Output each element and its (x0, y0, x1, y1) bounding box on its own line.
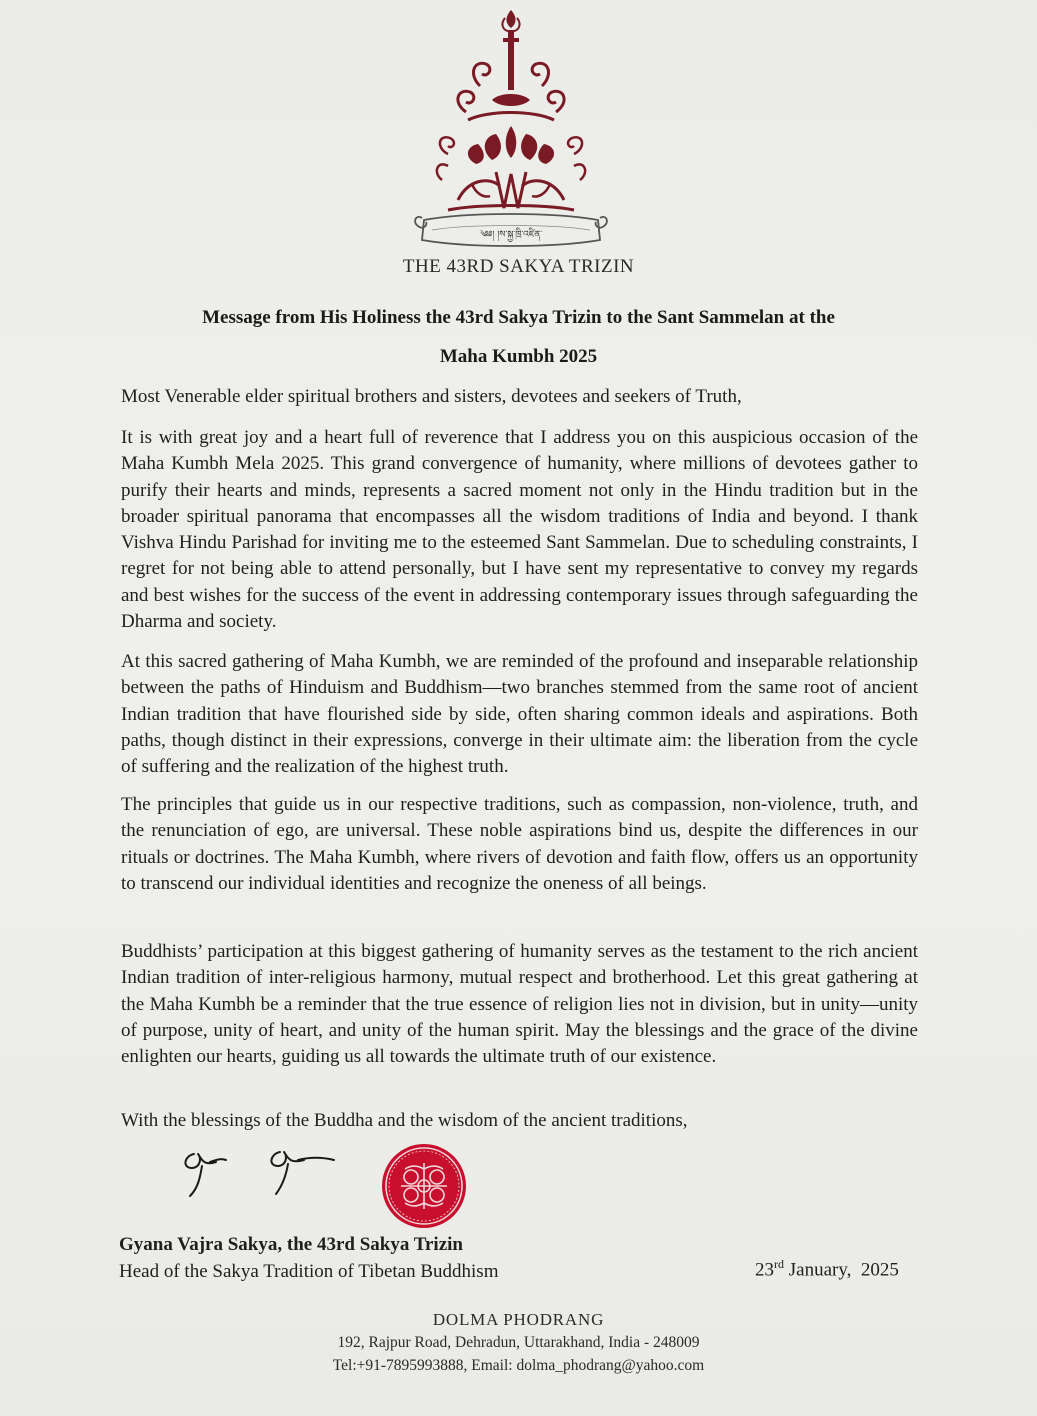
letter-title-line2: Maha Kumbh 2025 (439, 346, 598, 367)
closing-line: With the blessings of the Buddha and the wisdom of the ancient traditions, (121, 1110, 688, 1131)
emblem-scroll-text: ༄༅། །ས་སྐྱ་ཁྲི་འཛིན་ (479, 230, 543, 240)
footer-contact: Tel:+91-7895993888, Email: dolma_phodrang@yahoo.com (332, 1357, 705, 1374)
signer-role: Head of the Sakya Tradition of Tibetan Buddhism (119, 1261, 499, 1282)
letter-title-line1: Message from His Holiness the 43rd Sakya Trizin to the Sant Sammelan at the (202, 307, 835, 328)
footer-office-name: DOLMA PHODRANG (432, 1310, 605, 1329)
sakya-emblem-logo (408, 4, 614, 252)
red-seal (381, 1143, 467, 1229)
signer-name: Gyana Vajra Sakya, the 43rd Sakya Trizin (119, 1234, 463, 1255)
date-rest: January, 2025 (784, 1259, 899, 1281)
salutation: Most Venerable elder spiritual brothers and sisters, devotees and seekers of Truth, (121, 386, 742, 407)
footer-address: 192, Rajpur Road, Dehradun, Uttarakhand, India - 248009 (337, 1334, 700, 1351)
date-day: 23 (755, 1259, 774, 1281)
date-suffix: rd (774, 1257, 784, 1271)
handwritten-signature (176, 1144, 342, 1204)
body-paragraph-2: At this sacred gathering of Maha Kumbh, we are reminded of the profound and inseparable relationship between the paths of Hinduism and Buddhism—two branches stemmed from the same root of ancient Indian tradition that have flourished side by side, often sharing common ideals and aspirations. Both paths, though distinct in their expressions, converge in their ultimate aim: the liberation from the cycle of suffering and the realization of the highest truth. (121, 651, 918, 778)
body-paragraph-3: The principles that guide us in our respective traditions, such as compassion, non-violence, truth, and the renunciation of ego, are universal. These noble aspirations bind us, despite the differences in our rituals or doctrines. The Maha Kumbh, where rivers of devotion and faith flow, offers us an opportunity to transcend our individual identities and recognize the oneness of all beings. (121, 794, 918, 894)
institution-name: THE 43RD SAKYA TRIZIN (402, 256, 635, 277)
letter-date (755, 1257, 899, 1281)
body-paragraph-1: It is with great joy and a heart full of reverence that I address you on this auspicious occasion of the Maha Kumbh Mela 2025. This grand convergence of humanity, where millions of devotees gather to purify their hearts and minds, represents a sacred moment not only in the Hindu tradition but in the broader spiritual panorama that encompasses all the wisdom traditions of India and beyond. I thank Vishva Hindu Parishad for inviting me to the esteemed Sant Sammelan. Due to scheduling constraints, I regret for not being able to attend personally, but I have sent my representative to convey my regards and best wishes for the success of the event in addressing contemporary issues through safeguarding the Dharma and society. (121, 427, 918, 633)
body-paragraph-4: Buddhists’ participation at this biggest gathering of humanity serves as the testament to the rich ancient Indian tradition of inter-religious harmony, mutual respect and brotherhood. Let this great gathering at the Maha Kumbh be a reminder that the true essence of religion lies not in division, but in unity—unity of purpose, unity of heart, and unity of the human spirit. May the blessings and the grace of the divine enlighten our hearts, guiding us all towards the ultimate truth of our existence. (121, 941, 918, 1068)
